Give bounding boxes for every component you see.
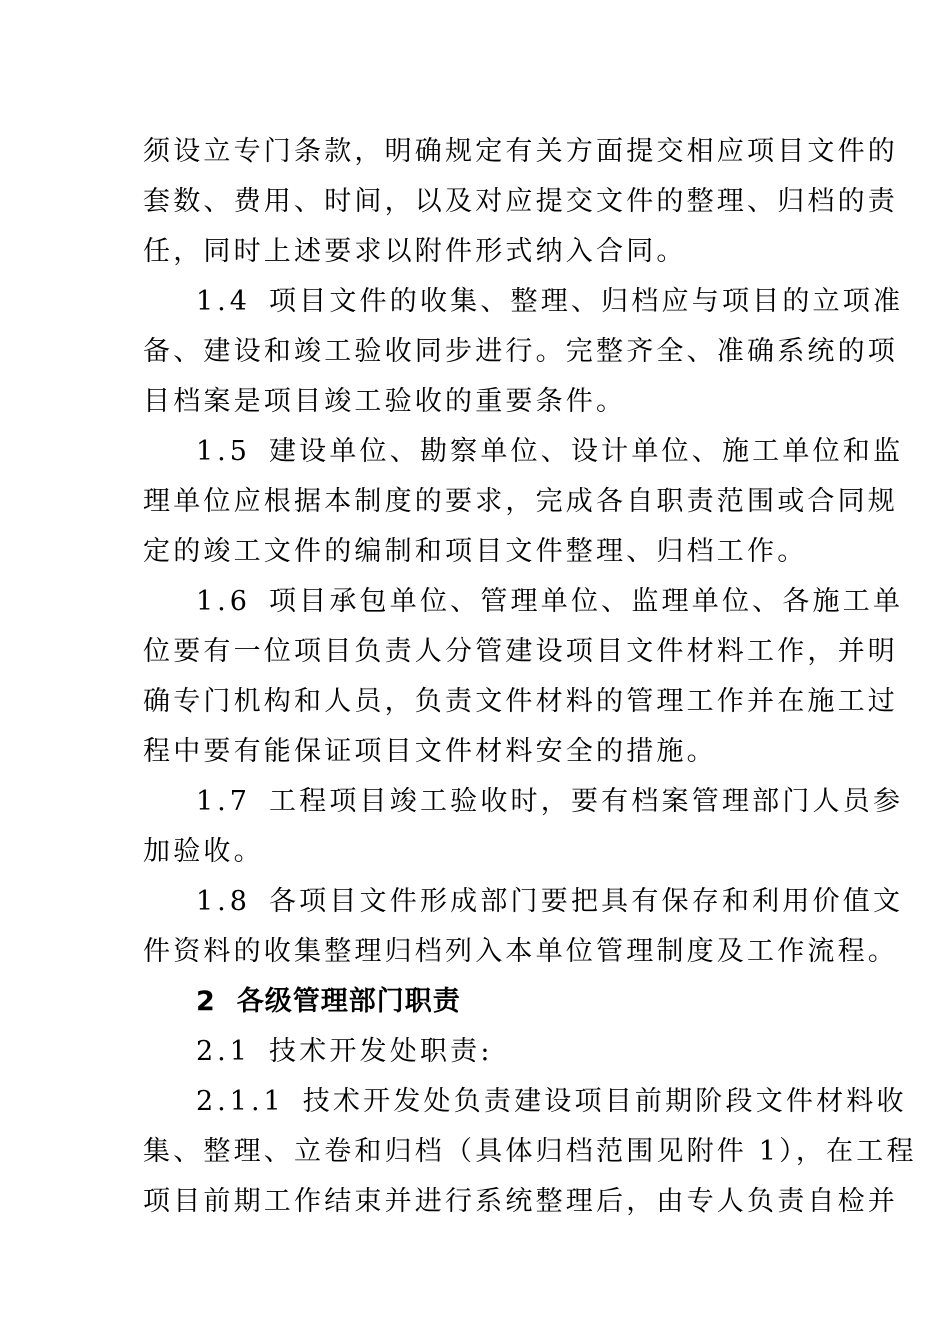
clause-1-4: 1.4 项目文件的收集、整理、归档应与项目的立项准 [196,284,903,320]
text-line: 位要有一位项目负责人分管建设项目文件材料工作，并明 [143,636,898,667]
clause-number: 1.8 [196,886,251,917]
clause-1-6: 1.6 项目承包单位、管理单位、监理单位、各施工单 [196,584,903,620]
text-line: 定的竣工文件的编制和项目文件整理、归档工作。 [143,536,808,567]
clause-1-7: 1.7 工程项目竣工验收时，要有档案管理部门人员参 [196,784,903,820]
clause-number: 1.7 [196,786,251,817]
text-line: 集、整理、立卷和归档（具体归档范围见附件 1），在工程 [143,1136,917,1167]
text-line: 须设立专门条款，明确规定有关方面提交相应项目文件的 [143,136,898,167]
text-line: 程中要有能保证项目文件材料安全的措施。 [143,736,717,767]
section-number: 2 [196,986,219,1017]
clause-2-1: 2.1 技术开发处职责: [196,1034,493,1070]
clause-number: 1.5 [196,436,251,467]
clause-1-5: 1.5 建设单位、勘察单位、设计单位、施工单位和监 [196,434,903,470]
clause-number: 1.4 [196,286,251,317]
clause-1-8: 1.8 各项目文件形成部门要把具有保存和利用价值文 [196,884,903,920]
text-line: 件资料的收集整理归档列入本单位管理制度及工作流程。 [143,936,898,967]
section-heading-2: 2 各级管理部门职责 [196,984,461,1020]
text-line: 备、建设和竣工验收同步进行。完整齐全、准确系统的项 [143,336,898,367]
clause-number: 2.1.1 [196,1086,285,1117]
text-line: 确专门机构和人员，负责文件材料的管理工作并在施工过 [143,686,898,717]
text-line: 任，同时上述要求以附件形式纳入合同。 [143,236,687,267]
text-line: 项目前期工作结束并进行系统整理后，由专人负责自检并 [143,1186,898,1217]
text-line: 理单位应根据本制度的要求，完成各自职责范围或合同规 [143,486,898,517]
text-line: 目档案是项目竣工验收的重要条件。 [143,386,627,417]
clause-number: 1.6 [196,586,251,617]
clause-number: 2.1 [196,1036,251,1067]
text-line: 加验收。 [143,836,264,867]
text-line: 套数、费用、时间，以及对应提交文件的整理、归档的责 [143,186,898,217]
clause-2-1-1: 2.1.1 技术开发处负责建设项目前期阶段文件材料收 [196,1084,907,1120]
